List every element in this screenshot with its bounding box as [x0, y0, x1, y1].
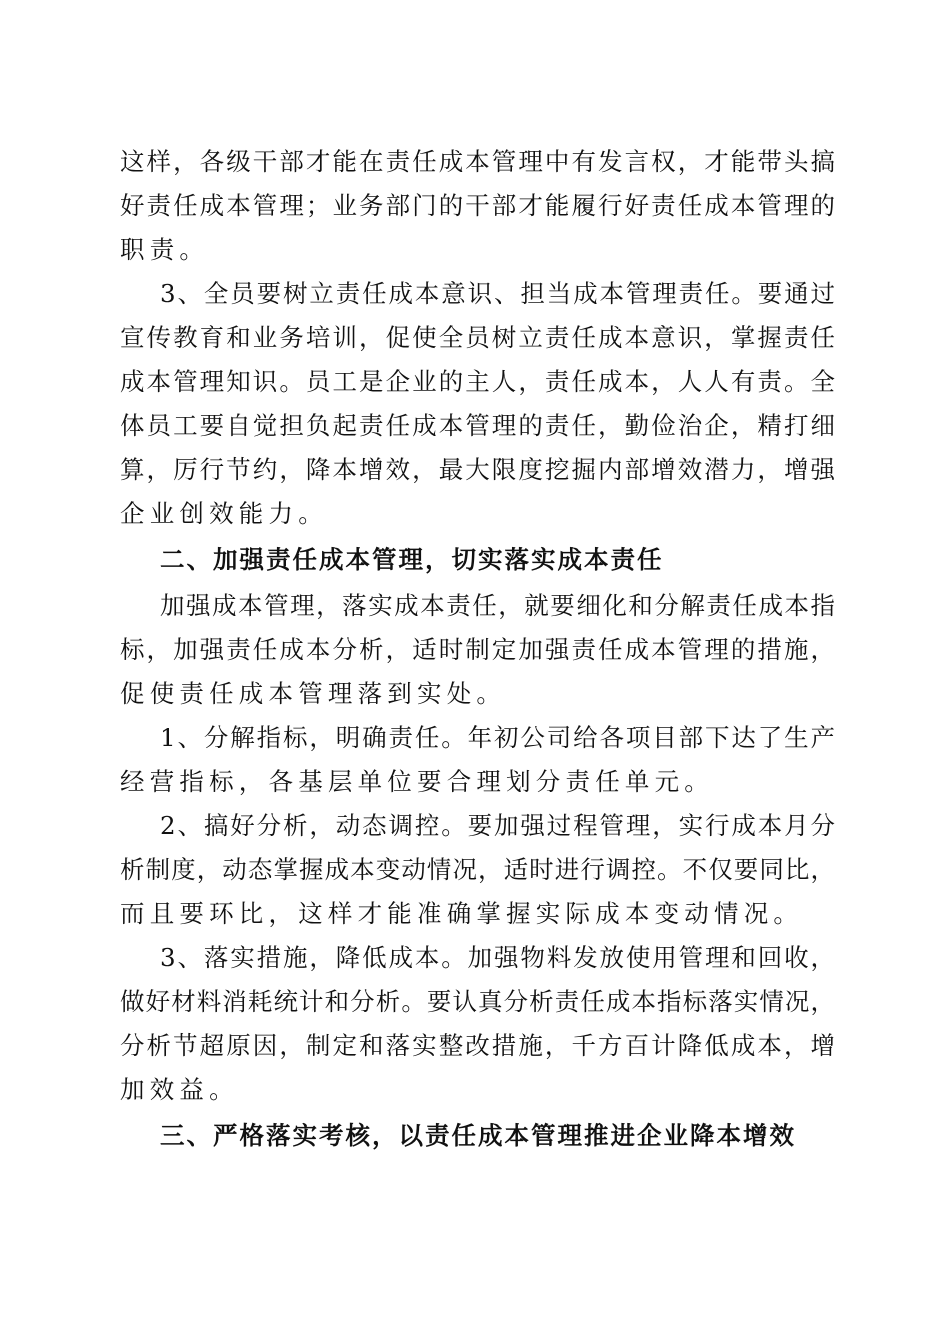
paragraph [120, 272, 835, 536]
text-line: 促使责任成本管理落到实处。 [120, 679, 507, 708]
text-line: 3、全员要树立责任成本意识、担当成本管理责任。要通过 [160, 279, 835, 308]
text-line: 体员工要自觉担负起责任成本管理的责任，勤俭治企，精打细 [120, 411, 835, 440]
text-line: 这样，各级干部才能在责任成本管理中有发言权，才能带头搞 [120, 147, 835, 176]
text-line: 3、落实措施，降低成本。加强物料发放使用管理和回收， [160, 943, 835, 972]
paragraph [120, 936, 835, 1112]
text-line: 标，加强责任成本分析，适时制定加强责任成本管理的措施， [120, 635, 835, 664]
text-line: 分析节超原因，制定和落实整改措施，千方百计降低成本，增 [120, 1031, 835, 1060]
text-line: 职责。 [120, 235, 210, 264]
text-line: 好责任成本管理；业务部门的干部才能履行好责任成本管理的 [120, 191, 835, 220]
text-line: 1、分解指标，明确责任。年初公司给各项目部下达了生产 [160, 723, 835, 752]
text-line: 企业创效能力。 [120, 499, 328, 528]
text-line: 而且要环比，这样才能准确掌握实际成本变动情况。 [120, 899, 804, 928]
text-line: 做好材料消耗统计和分析。要认真分析责任成本指标落实情况， [120, 987, 835, 1016]
section-heading: 三、严格落实考核，以责任成本管理推进企业降本增效 [160, 1121, 796, 1150]
text-line: 经营指标，各基层单位要合理划分责任单元。 [120, 767, 714, 796]
document-body [120, 140, 835, 1160]
text-line: 宣传教育和业务培训，促使全员树立责任成本意识，掌握责任 [120, 323, 835, 352]
paragraph [120, 804, 835, 936]
text-line: 加效益。 [120, 1075, 239, 1104]
text-line: 析制度，动态掌握成本变动情况，适时进行调控。不仅要同比， [120, 855, 835, 884]
paragraph [120, 716, 835, 804]
text-line: 成本管理知识。员工是企业的主人，责任成本，人人有责。全 [120, 367, 835, 396]
text-line: 算，厉行节约，降本增效，最大限度挖掘内部增效潜力，增强 [120, 455, 835, 484]
text-line: 2、搞好分析，动态调控。要加强过程管理，实行成本月分 [160, 811, 835, 840]
text-line: 加强成本管理，落实成本责任，就要细化和分解责任成本指 [160, 591, 835, 620]
section-heading: 二、加强责任成本管理，切实落实成本责任 [160, 545, 664, 574]
paragraph [120, 140, 835, 272]
paragraph [120, 584, 835, 716]
